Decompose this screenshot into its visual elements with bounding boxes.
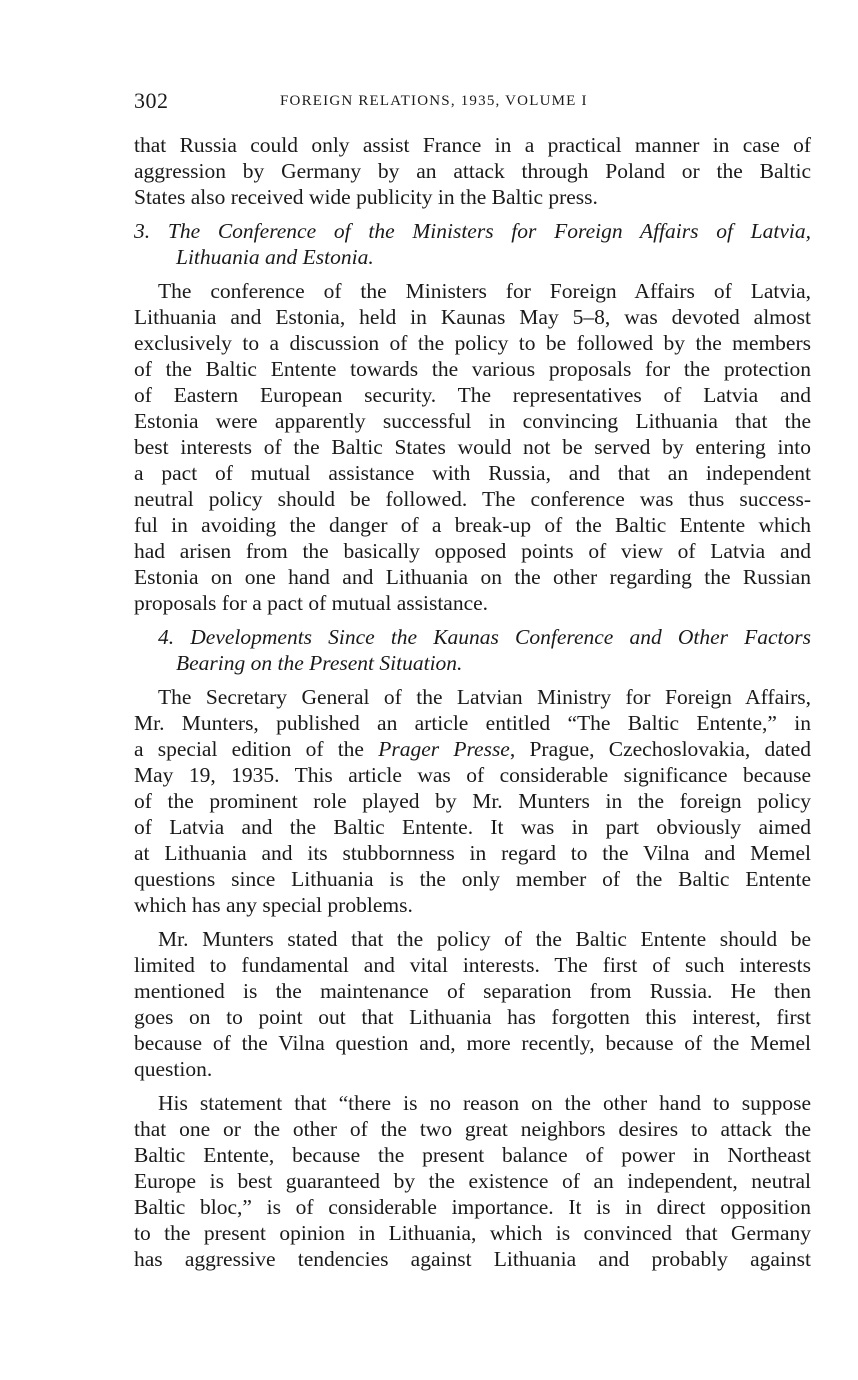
text-segment: , Prague, Czechoslovakia, dated [509,737,812,761]
text-line: Estonia were apparently successful in convincing Lithuania that the [134,409,811,433]
text-line: best interests of the Baltic States would not be served by entering into [134,435,811,459]
text-line: limited to fundamental and vital interests. The first of such interests [134,953,811,977]
text-line: of Eastern European security. The representatives of Latvia and [134,383,811,407]
paragraph-continuation [134,132,811,210]
text-line: Mr. Munters stated that the policy of the Baltic Entente should be [158,927,811,951]
text-line: aggression by Germany by an attack through Poland or the Baltic [134,159,811,183]
text-line: ful in avoiding the danger of a break-up of the Baltic Entente which [134,513,811,537]
text-line: of the prominent role played by Mr. Munters in the foreign policy [134,789,811,813]
text-segment: a special edition of the [134,737,379,761]
text-line: The conference of the Ministers for Foreign Affairs of Latvia, [158,279,811,303]
running-head: FOREIGN RELATIONS, 1935, VOLUME I [280,93,588,109]
paragraph-kaunas-conference [134,278,811,616]
text-line: The Secretary General of the Latvian Ministry for Foreign Affairs, [158,685,811,709]
heading-line: 3. The Conference of the Ministers for Foreign Affairs of Latvia, [134,219,811,243]
text-line: exclusively to a discussion of the policy to be followed by the members [134,331,811,355]
text-line: of Latvia and the Baltic Entente. It was in part obviously aimed [134,815,811,839]
text-line: Baltic bloc,” is of considerable importance. It is in direct opposition [134,1195,811,1219]
text-line: neutral policy should be followed. The conference was thus success- [134,487,811,511]
text-line: May 19, 1935. This article was of considerable significance because [134,763,811,787]
text-line: mentioned is the maintenance of separation from Russia. He then [134,979,811,1003]
heading-line: 4. Developments Since the Kaunas Conference and Other Factors [158,625,811,649]
document-body [134,132,811,1272]
text-line: at Lithuania and its stubbornness in regard to the Vilna and Memel [134,841,811,865]
paragraph-munters-article [134,684,811,918]
text-line: goes on to point out that Lithuania has forgotten this interest, first [134,1005,811,1029]
text-line: that Russia could only assist France in a practical manner in case of [134,133,811,157]
paragraph-balance-of-power [134,1090,811,1272]
text-line: that one or the other of the two great neighbors desires to attack the [134,1117,811,1141]
text-line: of the Baltic Entente towards the various proposals for the protection [134,357,811,381]
text-line: questions since Lithuania is the only member of the Baltic Entente [134,867,811,891]
section-heading-4 [134,624,811,676]
publication-title: Prager Presse [378,737,510,761]
text-line: Lithuania and Estonia, held in Kaunas May 5–8, was devoted almost [134,305,811,329]
text-line: Mr. Munters, published an article entitled “The Baltic Entente,” in [134,711,811,735]
page-number: 302 [134,88,169,113]
text-line: Europe is best guaranteed by the existence of an independent, neutral [134,1169,811,1193]
paragraph-munters-statement [134,926,811,1082]
page-header [134,88,814,118]
text-line: which has any special problems. [134,893,413,917]
text-line: has aggressive tendencies against Lithuania and probably against [134,1247,811,1271]
text-line: had arisen from the basically opposed points of view of Latvia and [134,539,811,563]
text-line: to the present opinion in Lithuania, which is convinced that Germany [134,1221,811,1245]
section-heading-3 [134,218,811,270]
text-line: Baltic Entente, because the present balance of power in Northeast [134,1143,811,1167]
text-line: Estonia on one hand and Lithuania on the other regarding the Russian [134,565,811,589]
text-line: States also received wide publicity in the Baltic press. [134,185,598,209]
text-line: proposals for a pact of mutual assistance. [134,591,489,615]
text-line [134,736,811,762]
heading-line: Bearing on the Present Situation. [176,651,463,675]
text-line: question. [134,1057,213,1081]
heading-line: Lithuania and Estonia. [176,245,374,269]
text-line: His statement that “there is no reason on the other hand to suppose [158,1091,811,1115]
text-line: because of the Vilna question and, more recently, because of the Memel [134,1031,811,1055]
text-line: a pact of mutual assistance with Russia, and that an independent [134,461,811,485]
